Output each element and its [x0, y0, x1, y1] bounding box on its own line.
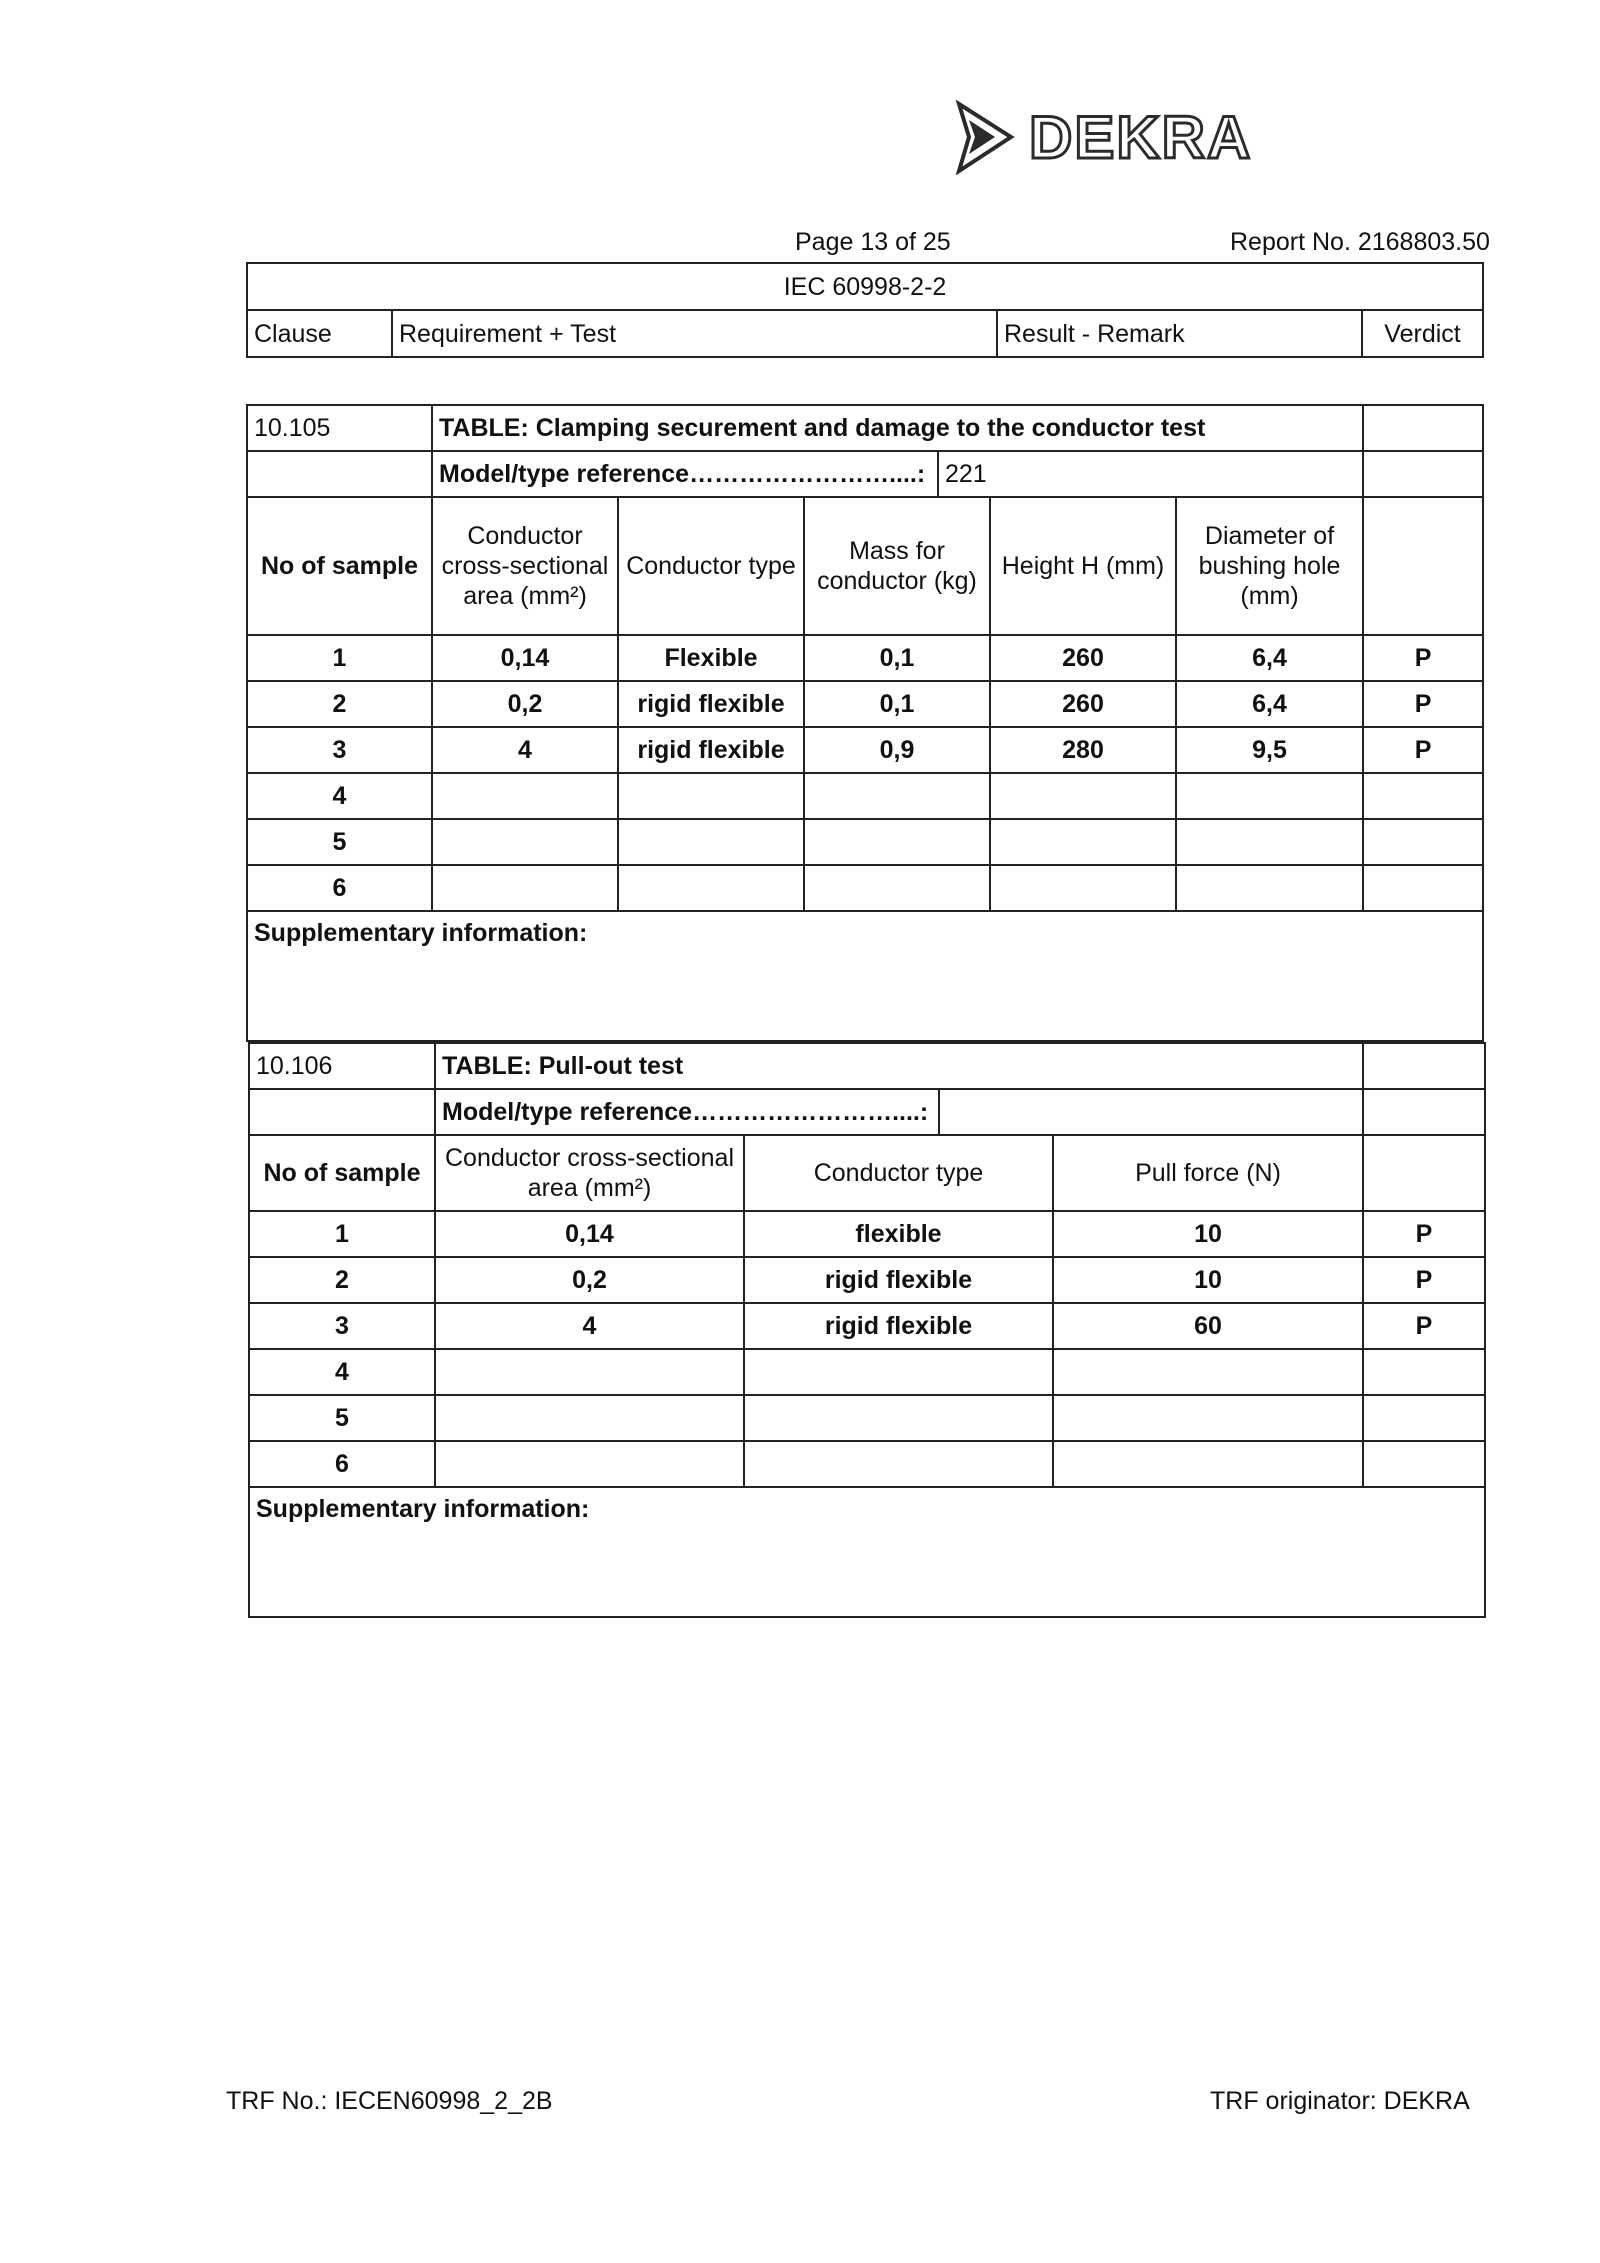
col-result: Result - Remark — [997, 310, 1362, 357]
cell: 260 — [990, 635, 1176, 681]
cell — [990, 819, 1176, 865]
cell: 3 — [247, 727, 432, 773]
col-cross-section: Conductor cross-sectional area (mm²) — [435, 1135, 744, 1211]
cell: 1 — [247, 635, 432, 681]
table-row — [247, 865, 1483, 911]
cell — [990, 865, 1176, 911]
cell — [618, 773, 804, 819]
dekra-arrow-icon — [955, 100, 1015, 175]
table-row — [247, 727, 1483, 773]
cell — [990, 773, 1176, 819]
trf-originator: TRF originator: DEKRA — [1210, 2087, 1470, 2115]
cell: 0,2 — [432, 681, 618, 727]
standard-title: IEC 60998-2-2 — [247, 263, 1483, 310]
col-conductor-type: Conductor type — [744, 1135, 1053, 1211]
cell — [1176, 773, 1363, 819]
col-verdict — [1363, 1135, 1485, 1211]
cell: 260 — [990, 681, 1176, 727]
verdict: P — [1363, 727, 1483, 773]
col-cross-section: Conductor cross-sectional area (mm²) — [432, 497, 618, 635]
cell: 0,1 — [804, 635, 990, 681]
cell: flexible — [744, 1211, 1053, 1257]
verdict — [1363, 1349, 1485, 1395]
cell — [1176, 865, 1363, 911]
cell — [432, 773, 618, 819]
col-clause: Clause — [247, 310, 392, 357]
model-reference-label: Model/type reference……………………....: — [433, 452, 939, 496]
cell: 1 — [249, 1211, 435, 1257]
cell: 4 — [247, 773, 432, 819]
table-row — [249, 1303, 1485, 1349]
model-reference-label: Model/type reference……………………....: — [436, 1090, 940, 1134]
cell: 6 — [247, 865, 432, 911]
cell: rigid flexible — [744, 1257, 1053, 1303]
cell: 10 — [1053, 1257, 1363, 1303]
cell: 0,1 — [804, 681, 990, 727]
table-title: TABLE: Clamping securement and damage to the conductor test — [432, 405, 1363, 451]
cell — [435, 1395, 744, 1441]
verdict — [1363, 865, 1483, 911]
page-number: Page 13 of 25 — [795, 228, 951, 256]
table-row — [247, 635, 1483, 681]
table-row — [249, 1395, 1485, 1441]
cell — [435, 1441, 744, 1487]
col-pull-force: Pull force (N) — [1053, 1135, 1363, 1211]
verdict — [1363, 1395, 1485, 1441]
verdict — [1363, 773, 1483, 819]
cell: 9,5 — [1176, 727, 1363, 773]
model-reference-value: 221 — [945, 460, 987, 488]
cell: 0,9 — [804, 727, 990, 773]
col-verdict: Verdict — [1362, 310, 1483, 357]
clamping-table — [246, 404, 1484, 1042]
verdict — [1363, 819, 1483, 865]
verdict — [1363, 1441, 1485, 1487]
cell: 0,14 — [432, 635, 618, 681]
dekra-logo — [955, 100, 1252, 175]
col-verdict — [1363, 497, 1483, 635]
col-no-of-sample: No of sample — [249, 1135, 435, 1211]
cell: 2 — [249, 1257, 435, 1303]
table-row — [247, 681, 1483, 727]
cell: 4 — [249, 1349, 435, 1395]
cell — [618, 865, 804, 911]
trf-number: TRF No.: IECEN60998_2_2B — [226, 2087, 553, 2115]
cell — [1176, 819, 1363, 865]
table-row — [249, 1257, 1485, 1303]
report-number: Report No. 2168803.50 — [1230, 228, 1490, 256]
verdict: P — [1363, 635, 1483, 681]
col-no-of-sample: No of sample — [247, 497, 432, 635]
cell — [804, 819, 990, 865]
cell: 280 — [990, 727, 1176, 773]
supplementary-information: Supplementary information: — [247, 911, 1483, 1041]
model-reference-value — [940, 1090, 952, 1134]
verdict: P — [1363, 1211, 1485, 1257]
table-row — [249, 1211, 1485, 1257]
cell: 10 — [1053, 1211, 1363, 1257]
cell: 60 — [1053, 1303, 1363, 1349]
cell — [744, 1395, 1053, 1441]
cell — [1053, 1349, 1363, 1395]
col-conductor-type: Conductor type — [618, 497, 804, 635]
cell: Flexible — [618, 635, 804, 681]
table-row — [247, 819, 1483, 865]
verdict: P — [1363, 1303, 1485, 1349]
verdict-cell — [1363, 451, 1483, 497]
empty-cell — [247, 451, 432, 497]
table-row — [247, 773, 1483, 819]
cell: 6,4 — [1176, 681, 1363, 727]
cell — [744, 1349, 1053, 1395]
col-height: Height H (mm) — [990, 497, 1176, 635]
cell: 5 — [247, 819, 432, 865]
cell: rigid flexible — [744, 1303, 1053, 1349]
cell — [804, 865, 990, 911]
clause-number: 10.105 — [247, 405, 432, 451]
verdict: P — [1363, 1257, 1485, 1303]
supplementary-information: Supplementary information: — [249, 1487, 1485, 1617]
cell: rigid flexible — [618, 681, 804, 727]
empty-cell — [249, 1089, 435, 1135]
cell: 6,4 — [1176, 635, 1363, 681]
cell: 3 — [249, 1303, 435, 1349]
table-row — [249, 1441, 1485, 1487]
cell — [804, 773, 990, 819]
cell: 4 — [435, 1303, 744, 1349]
cell: 6 — [249, 1441, 435, 1487]
table-row — [249, 1349, 1485, 1395]
model-reference-row — [435, 1089, 1363, 1135]
verdict-cell — [1363, 405, 1483, 451]
cell — [618, 819, 804, 865]
cell: rigid flexible — [618, 727, 804, 773]
cell — [744, 1441, 1053, 1487]
cell: 0,14 — [435, 1211, 744, 1257]
header-table — [246, 262, 1484, 358]
col-mass: Mass for conductor (kg) — [804, 497, 990, 635]
verdict-cell — [1363, 1089, 1485, 1135]
cell — [432, 819, 618, 865]
verdict-cell — [1363, 1043, 1485, 1089]
cell — [432, 865, 618, 911]
cell: 5 — [249, 1395, 435, 1441]
model-reference-row — [432, 451, 1363, 497]
pull-out-table — [248, 1042, 1486, 1618]
logo-text: DEKRA — [1029, 104, 1253, 171]
cell — [1053, 1395, 1363, 1441]
col-diameter: Diameter of bushing hole (mm) — [1176, 497, 1363, 635]
clause-number: 10.106 — [249, 1043, 435, 1089]
col-requirement: Requirement + Test — [392, 310, 997, 357]
cell: 4 — [432, 727, 618, 773]
cell: 2 — [247, 681, 432, 727]
cell — [1053, 1441, 1363, 1487]
verdict: P — [1363, 681, 1483, 727]
table-title: TABLE: Pull-out test — [435, 1043, 1363, 1089]
cell: 0,2 — [435, 1257, 744, 1303]
cell — [435, 1349, 744, 1395]
